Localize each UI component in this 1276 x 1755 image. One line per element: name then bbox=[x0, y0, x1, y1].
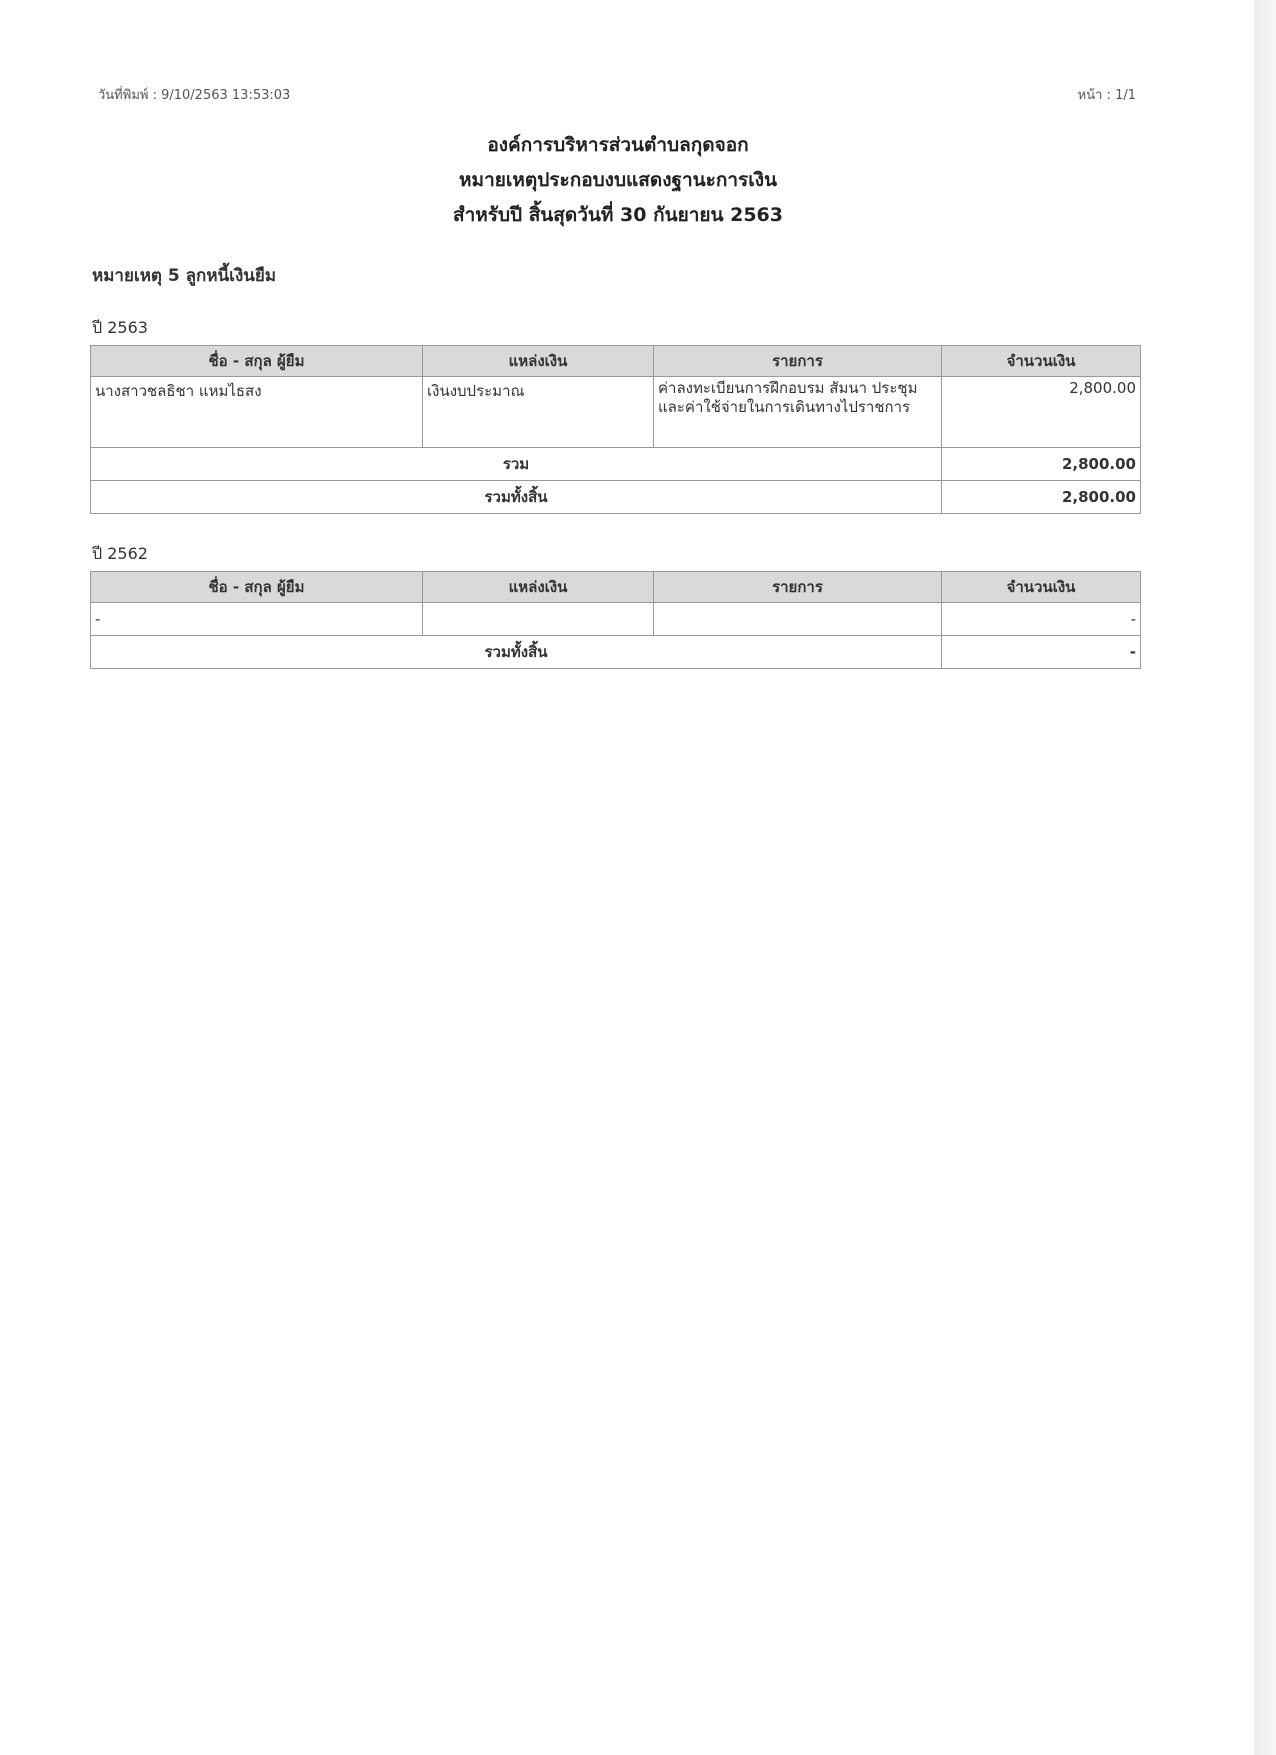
report-period: สำหรับปี สิ้นสุดวันที่ 30 กันยายน 2563 bbox=[452, 204, 783, 226]
loan-table-2563 bbox=[90, 345, 1141, 514]
report-name: หมายเหตุประกอบงบแสดงฐานะการเงิน bbox=[459, 169, 777, 191]
col-header-amount: จำนวนเงิน bbox=[942, 346, 1141, 377]
org-name: องค์การบริหารส่วนตำบลกุดจอก bbox=[487, 134, 749, 156]
fund-source: เงินงบประมาณ bbox=[423, 377, 654, 448]
page-number: หน้า : 1/1 bbox=[1077, 88, 1136, 103]
grand-total-amount: - bbox=[942, 636, 1141, 669]
subtotal-row bbox=[91, 448, 1141, 481]
grand-total-amount: 2,800.00 bbox=[942, 481, 1141, 514]
col-header-name: ชื่อ - สกุล ผู้ยืม bbox=[91, 572, 423, 603]
loan-amount: 2,800.00 bbox=[942, 377, 1141, 448]
year-2562-label: ปี 2562 bbox=[92, 544, 148, 563]
grand-total-label: รวมทั้งสิ้น bbox=[91, 481, 942, 514]
col-header-item: รายการ bbox=[654, 346, 942, 377]
loan-item bbox=[654, 603, 942, 636]
table-row bbox=[91, 603, 1141, 636]
loan-amount: - bbox=[942, 603, 1141, 636]
table-header-row bbox=[91, 572, 1141, 603]
borrower-name: นางสาวชลธิชา แหมไธสง bbox=[91, 377, 423, 448]
table-row bbox=[91, 377, 1141, 448]
grand-total-row bbox=[91, 481, 1141, 514]
note-heading: หมายเหตุ 5 ลูกหนี้เงินยืม bbox=[92, 266, 277, 286]
page-edge-shadow bbox=[1254, 0, 1276, 1755]
subtotal-label: รวม bbox=[91, 448, 942, 481]
table-header-row bbox=[91, 346, 1141, 377]
loan-table-2562 bbox=[90, 571, 1141, 669]
col-header-source: แหล่งเงิน bbox=[423, 346, 654, 377]
col-header-amount: จำนวนเงิน bbox=[942, 572, 1141, 603]
col-header-source: แหล่งเงิน bbox=[423, 572, 654, 603]
loan-item: ค่าลงทะเบียนการฝึกอบรม สัมนา ประชุมและค่าใช้จ่ายในการเดินทางไปราชการ bbox=[654, 377, 942, 448]
borrower-name: - bbox=[91, 603, 423, 636]
grand-total-label: รวมทั้งสิ้น bbox=[91, 636, 942, 669]
col-header-item: รายการ bbox=[654, 572, 942, 603]
grand-total-row bbox=[91, 636, 1141, 669]
fund-source bbox=[423, 603, 654, 636]
print-date: วันที่พิมพ์ : 9/10/2563 13:53:03 bbox=[98, 88, 291, 103]
subtotal-amount: 2,800.00 bbox=[942, 448, 1141, 481]
col-header-name: ชื่อ - สกุล ผู้ยืม bbox=[91, 346, 423, 377]
document-title bbox=[0, 128, 1236, 233]
year-2563-label: ปี 2563 bbox=[92, 318, 148, 337]
